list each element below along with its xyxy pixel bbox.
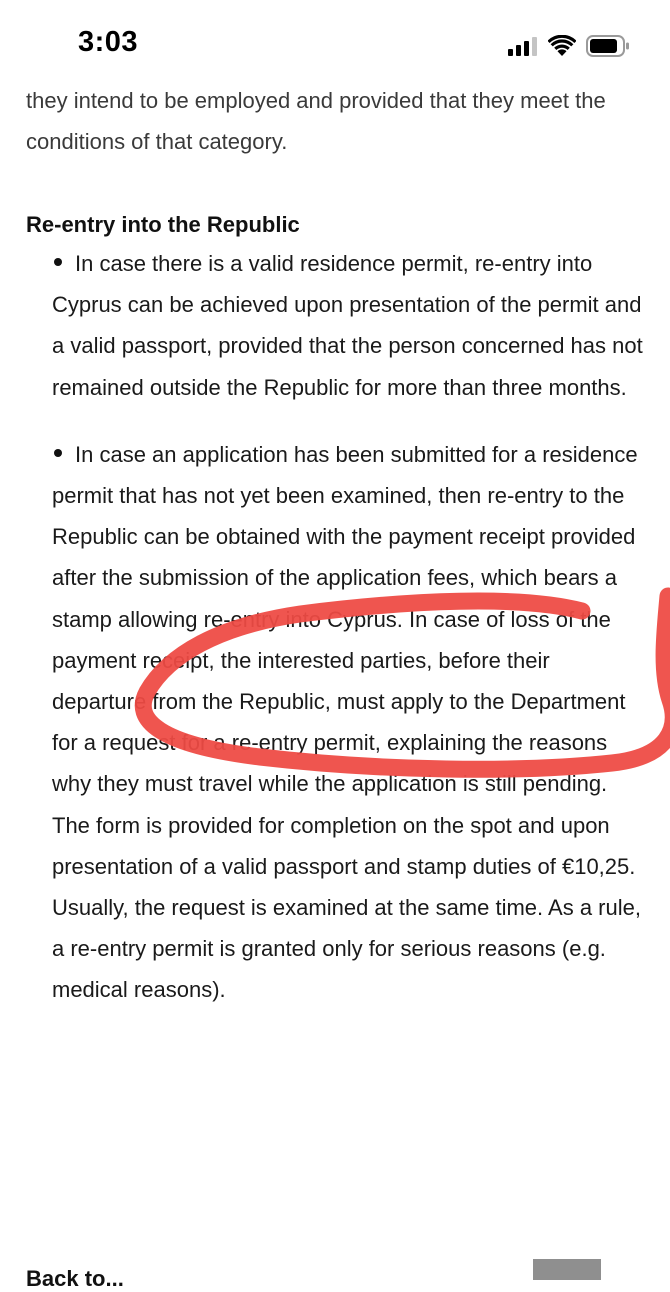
bullet-item-pending-application bbox=[52, 434, 646, 1011]
back-to-top-button[interactable] bbox=[533, 1259, 601, 1280]
bullet-dot-icon bbox=[54, 449, 62, 457]
section-heading: Re-entry into the Republic bbox=[26, 212, 300, 237]
bullet-text: In case there is a valid residence permit, re-entry into Cyprus can be achieved upon presentation of the permit and a valid passport, provided that the person concerned has not remained outside the Republic for more than three months. bbox=[52, 251, 643, 400]
bullet-dot-icon bbox=[54, 258, 62, 266]
bullet-list bbox=[26, 243, 646, 1011]
battery-icon bbox=[586, 35, 630, 57]
bullet-text: In case an application has been submitted for a residence permit that has not yet been examined, then re-entry to the Republic can be obtained with the payment receipt provided after the submission of the application fees, which bears a stamp allowing re-entry into Cyprus. In case of loss of the payment receipt, the interested parties, before their departure from the Republic, must apply to the Department for a request for a re-entry permit, explaining the reasons why they must travel while the application is still pending. The form is provided for completion on the spot and upon presentation of a valid passport and stamp duties of €10,25. Usually, the request is examined at the same time. As a rule, a re-entry permit is granted only for serious reasons (e.g. medical reasons). bbox=[52, 441, 641, 1003]
status-time: 3:03 bbox=[78, 26, 139, 58]
bullet-item-valid-permit bbox=[52, 243, 646, 408]
intro-paragraph: they intend to be employed and provided that they meet the conditions of that category. bbox=[26, 88, 606, 154]
article-body bbox=[26, 80, 646, 1011]
status-bar bbox=[0, 0, 670, 80]
status-icons bbox=[508, 33, 630, 59]
wifi-icon bbox=[548, 35, 576, 57]
next-section-heading: Back to... bbox=[26, 1266, 124, 1291]
cellular-signal-icon bbox=[508, 36, 538, 56]
